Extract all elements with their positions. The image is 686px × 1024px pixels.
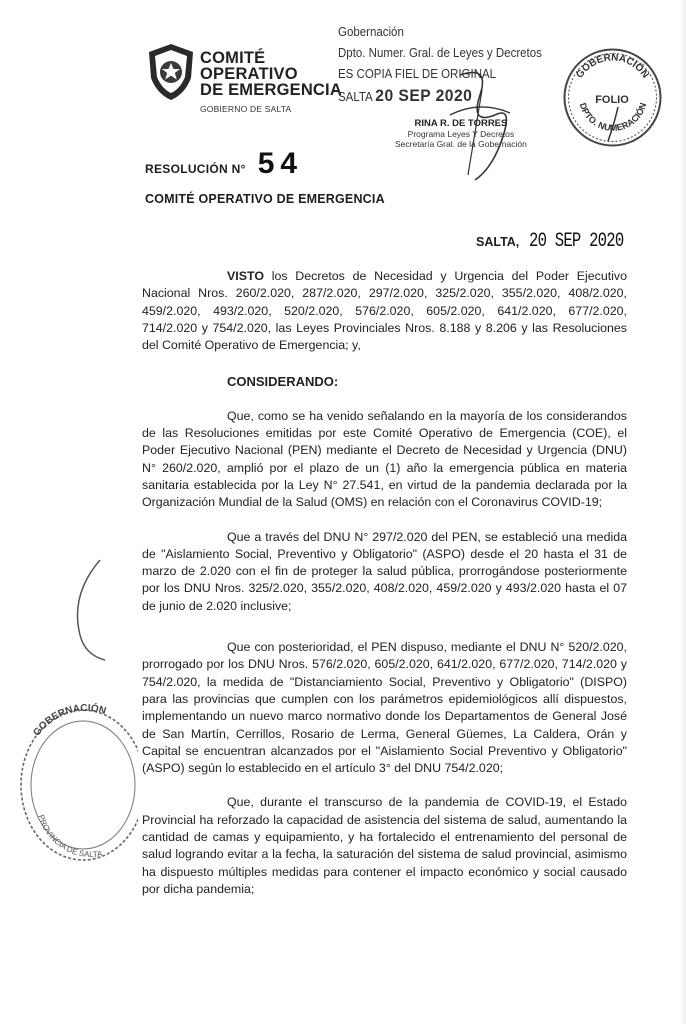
visto-lead: VISTO xyxy=(227,269,264,283)
considerando-heading: CONSIDERANDO: xyxy=(227,374,339,390)
coe-emblem-icon xyxy=(145,42,197,102)
stamp-line-1: Gobernación xyxy=(338,25,404,39)
signature-block xyxy=(395,118,527,149)
considerando-paragraph-3: Que con posterioridad, el PEN dispuso, mediante el DNU N° 520/2.020, prorrogado por los DNU Nros. 576/2.020, 605/2.020, 641/2.020, 677/2.020, 714/2.020 y 754/2.020, la medida de "Distanciamiento Social, Preventivo y Obligatorio" (DISPO) para las provincias que cumplen con los parámetros epidemiológicos allí dispuestos, implementando un nuevo marco normativo donde los Departamentos de General José de San Martín, Cerrillos, Rosario de Lerma, General Güemes, La Caldera, Orán y Capital se encuentran alcanzados por el "Aislamiento Social Preventivo y Obligatorio" (ASPO) según lo establecido en el artículo 3° del DNU 754/2.020; xyxy=(142,640,627,776)
logo-line-1: COMITÉ xyxy=(200,49,266,67)
coe-logo-text xyxy=(200,50,342,117)
left-seal-top-text: GOBERNACIÓN xyxy=(31,702,108,739)
stamp-city: SALTA xyxy=(338,90,373,104)
scan-edge-shadow xyxy=(680,0,686,1024)
logo-subtitle: GOBIERNO DE SALTA xyxy=(200,104,292,114)
logo-line-2: OPERATIVO xyxy=(200,65,298,83)
stamp-line-2: Dpto. Numer. Gral. de Leyes y Decretos xyxy=(338,46,542,60)
seal-middle-text: FOLIO xyxy=(595,94,629,106)
signatory-role-2: Secretaría Gral. de la Gobernación xyxy=(395,139,527,149)
visto-text: los Decretos de Necesidad y Urgencia del Poder Ejecutivo Nacional Nros. 260/2.020, 287/2.020, 297/2.020, 325/2.020, 355/2.020, 408/2.020, 459/2.020, 493/2.020, 520/2.020, 576/2.020, 605/2.020, 641/2.020, 677/2.020, 714/2.020 y 754/2.020, las Leyes Provinciales Nros. 8.188 y 8.206 y las Resoluciones del Comité Operativo de Emergencia; y, xyxy=(142,269,627,353)
document-date xyxy=(476,230,650,253)
resolution-number: 54 xyxy=(257,147,304,180)
provincial-seal-icon xyxy=(8,690,138,865)
considerando-paragraph-4: Que, durante el transcurso de la pandemia de COVID-19, el Estado Provincial ha reforzado la capacidad de asistencia del sistema de salud, aumentando la cantidad de camas y equipamiento, y ha fortalecido el entrenamiento del personal de salud logrando evitar a la fecha, la saturación del sistema de salud provincial, asimismo ha dispuesto múltiples medidas para contener el impacto económico y social causado por dicha pandemia; xyxy=(142,795,627,896)
logo-line-3: DE EMERGENCIA xyxy=(200,81,342,99)
margin-pen-mark-icon xyxy=(60,555,120,665)
document-body xyxy=(142,268,627,898)
signatory-name: RINA R. DE TORRES xyxy=(414,118,508,129)
considerando-paragraph-2: Que a través del DNU N° 297/2.020 del PEN, se estableció una medida de "Aislamiento Social, Preventivo y Obligatorio" (ASPO) desde el 20 hasta el 31 de marzo de 2.020 con el fin de proteger la salud pública, prorrogándose posteriormente por los DNU Nros. 325/2.020, 355/2.020, 408/2.020, 459/2.020 y 493/2.020 hasta el 07 de junio de 2.020 inclusive; xyxy=(142,529,627,613)
seal-bottom-arc-text: DPTO. NUMERACIÓN xyxy=(577,101,649,133)
considerando-paragraph-1: Que, como se ha venido señalando en la mayoría de los considerandos de las Resoluciones emitidas por este Comité Operativo de Emergencia (COE), el Poder Ejecutivo Nacional (PEN) mediante el Decreto de Necesidad y Urgencia (DNU) N° 260/2.020, amplió por el plazo de un (1) año la emergencia pública en materia sanitaria establecida por la Ley N° 27.541, en virtud de la pandemia declarada por la Organización Mundial de la Salud (OMS) en relación con el Coronavirus COVID-19; xyxy=(142,408,627,510)
resolution-heading xyxy=(145,147,303,181)
signatory-role-1: Programa Leyes Y Decretos xyxy=(407,129,515,139)
seal-top-arc-text: GOBERNACIÓN xyxy=(574,52,651,81)
stamp-line-3: ES COPIA FIEL DE ORIGINAL xyxy=(338,67,497,81)
visto-paragraph xyxy=(142,268,627,354)
resolution-label: RESOLUCIÓN N° xyxy=(145,162,246,176)
folio-seal-icon xyxy=(560,45,665,150)
issuer-name: COMITÉ OPERATIVO DE EMERGENCIA xyxy=(145,192,385,206)
stamp-date: 20 SEP 2020 xyxy=(375,86,473,105)
date-city: SALTA, xyxy=(476,235,520,249)
svg-text:GOBERNACIÓN xyxy=(31,701,107,738)
date-value: 20 SEP 2020 xyxy=(529,230,624,253)
svg-text:PROVINCIA DE SALTA xyxy=(36,814,103,859)
left-seal-bottom-text: PROVINCIA DE SALTA xyxy=(36,813,103,860)
